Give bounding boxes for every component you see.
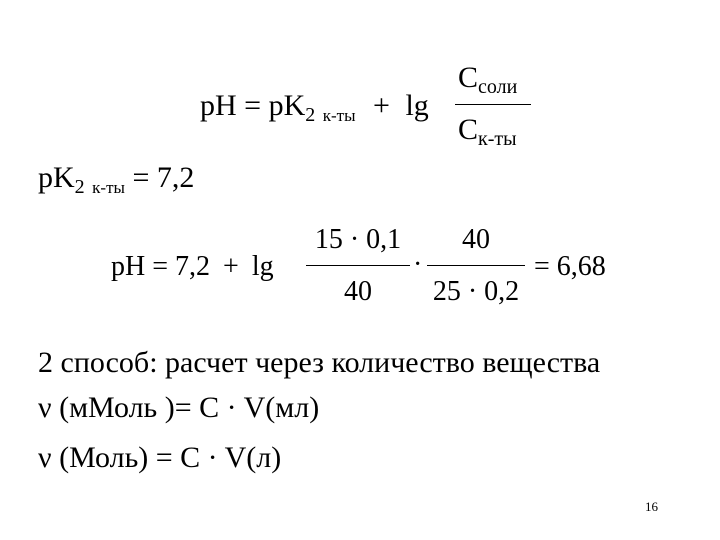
nu-mmol-text: (мМоль )= C · V(мл): [51, 391, 320, 424]
eq3-lg: lg: [251, 251, 274, 282]
nu-mol-formula: [38, 443, 281, 473]
eq3-frac1-denominator: 40: [344, 276, 372, 307]
eq1-fraction-bar: [455, 104, 531, 105]
method-2-heading: 2 способ: расчет через количество вещества: [38, 346, 601, 379]
eq3-plus: +: [223, 251, 239, 282]
eq3-frac1-numerator: 15 · 0,1: [314, 224, 402, 255]
eq1-lg: lg: [405, 89, 429, 122]
eq3-frac2-denominator: 25 · 0,2: [432, 276, 520, 307]
eq3-frac2-numerator: 40: [462, 224, 490, 255]
eq1-denominator: [458, 113, 517, 150]
eq1-den-sub: к-ты: [478, 128, 517, 150]
eq1-sub-number: 2: [305, 104, 316, 126]
eq3-lhs: pH = 7,2: [111, 251, 211, 282]
eq2-rhs: = 7,2: [132, 161, 195, 194]
equation-1: [200, 89, 429, 126]
eq1-numerator: [458, 61, 518, 98]
nu-symbol: ν: [38, 391, 52, 424]
eq1-lhs: pH = pK: [200, 89, 306, 122]
eq3-frac1-bar: [306, 265, 410, 266]
nu-symbol: ν: [38, 441, 52, 474]
eq3-result: = 6,68: [534, 251, 606, 282]
eq3-dot: ·: [413, 249, 423, 280]
nu-mol-text: (Моль) = C · V(л): [51, 441, 282, 474]
slide-number: 16: [645, 499, 658, 514]
equation-3: [111, 253, 274, 281]
eq1-num-c: C: [458, 61, 479, 94]
eq2-sub-number: 2: [74, 176, 85, 198]
equation-2: [38, 161, 195, 198]
eq1-plus: +: [373, 89, 390, 122]
eq3-frac2-bar: [427, 265, 525, 266]
eq2-sub-acid: к-ты: [92, 178, 125, 197]
eq1-den-c: C: [458, 113, 479, 146]
nu-mmol-formula: [38, 393, 319, 423]
eq2-pk: pK: [38, 161, 75, 194]
eq1-num-sub: соли: [478, 76, 518, 98]
eq1-sub-acid: к-ты: [322, 106, 356, 125]
